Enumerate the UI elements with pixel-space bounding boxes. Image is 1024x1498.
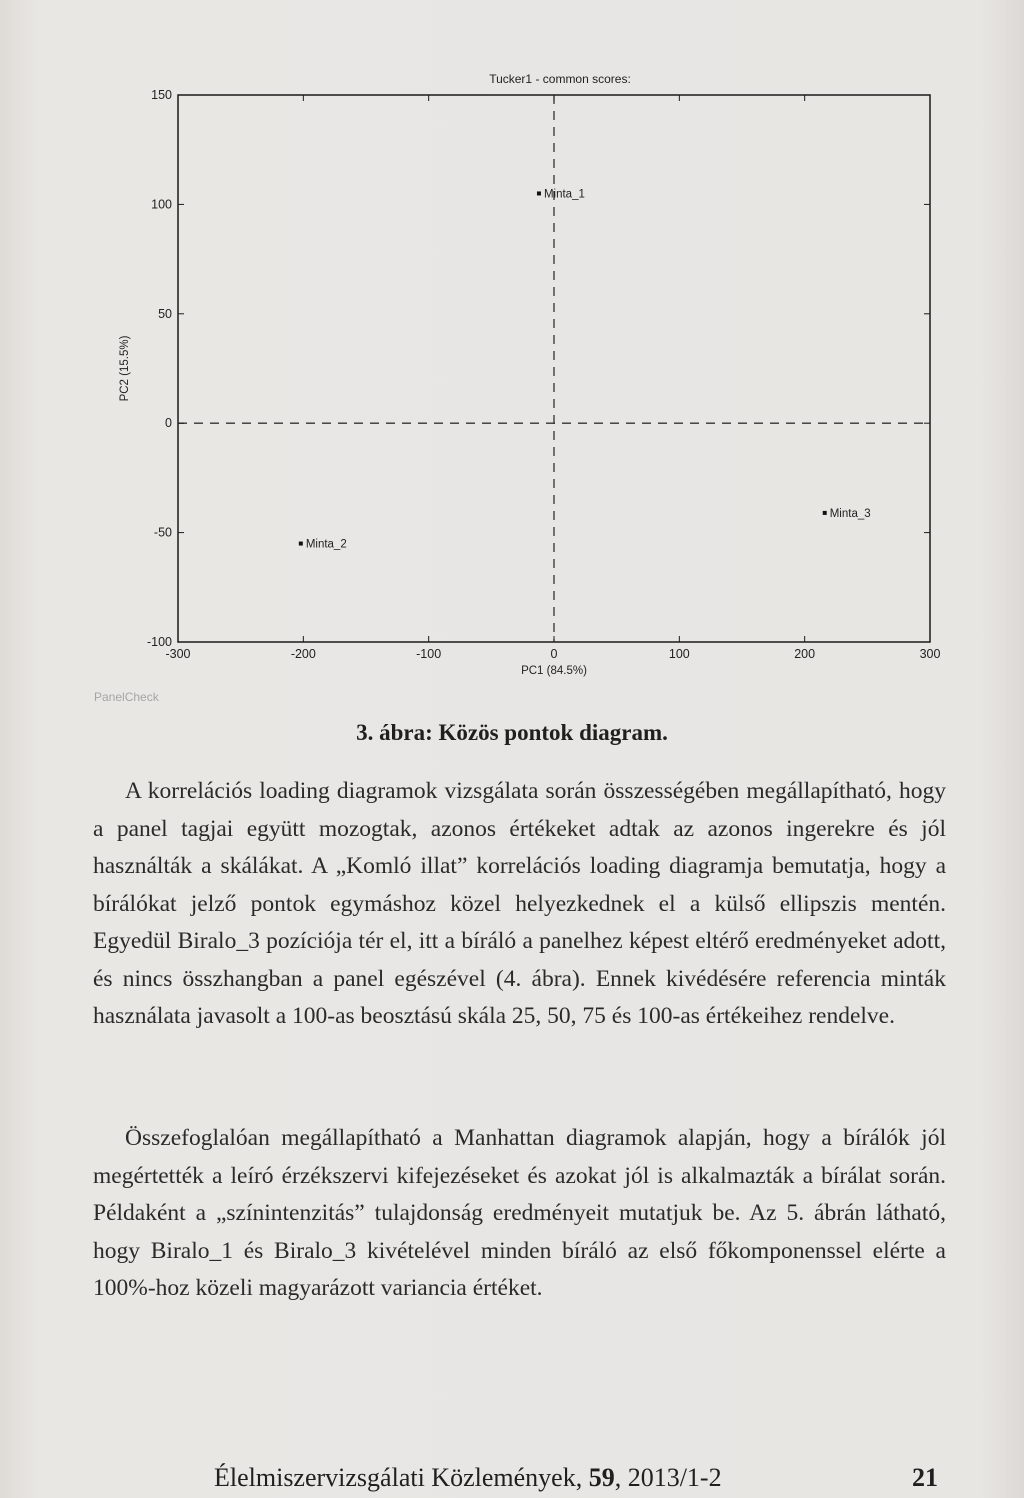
x-axis-label: PC1 (84.5%) [521,665,587,677]
y-tick-label: 150 [151,88,172,102]
y-tick-label: 0 [165,416,172,431]
data-point-label: Minta_3 [829,507,871,520]
page-number: 21 [912,1463,938,1492]
y-tick-label: -50 [153,525,172,540]
x-tick-label: 200 [794,647,816,661]
y-axis-label: PC2 (15.5%) [119,335,131,402]
footer-volume: 59 [588,1463,615,1492]
figure-caption: 3. ábra: Közös pontok diagram. [356,720,668,745]
y-tick-label: 100 [151,197,172,212]
x-tick-label: -300 [165,647,191,661]
y-tick-label: 50 [158,306,172,321]
x-tick-label: 0 [550,647,558,661]
chart-title: Tucker1 - common scores: [489,72,631,86]
footer-journal [214,1463,722,1493]
x-tick-label: 300 [919,647,941,661]
data-point-label: Minta_2 [305,538,347,551]
data-point [537,191,541,195]
figure [90,60,950,710]
data-point [299,542,303,546]
x-tick-label: -200 [290,647,316,661]
scatter-chart [90,60,950,700]
y-tick-label: -100 [146,635,172,649]
software-watermark: PanelCheck [94,690,159,704]
x-tick-label: -100 [416,647,442,661]
body-paragraph-2: Összefoglalóan megállapítható a Manhattan diagramok alapján, hogy a bírálók jól megértették a leíró érzékszervi kifejezéseket és azokat jól is alkalmazták a bírálat során. Példaként a „színintenzitás” tulajdonság eredményeit mutatjuk be. Az 5. ábrán látható, hogy Biralo_1 és Biralo_3 kivételével minden bíráló az első főkomponenssel elérte a 100%-hoz közeli magyarázott variancia értéket. [93,1125,946,1301]
data-point [823,511,827,515]
x-tick-label: 100 [668,647,690,661]
body-paragraph-1: A korrelációs loading diagramok vizsgálata során összességében megállapítható, hogy a panel tagjai együtt mozogtak, azonos értékeket adtak az azonos ingerekre és jól használták a skálákat. A „Komló illat” korrelációs loading diagramja bemutatja, hogy a bírálókat jelző pontok egymáshoz közel helyezkednek el a külső ellipszis mentén. Egyedül Biralo_3 pozíciója tér el, itt a bíráló a panelhez képest eltérő eredményeket adott, és nincs összhangban a panel egészével (4. ábra). Ennek kivédésére referencia minták használata javasolt a 100-as beosztású skála 25, 50, 75 és 100-as értékeihez rendelve. [93,778,946,1029]
data-point-label: Minta_1 [543,188,585,201]
footer-journal-name: Élelmiszervizsgálati Közlemények, [214,1463,589,1492]
footer-issue: , 2013/1-2 [614,1463,722,1492]
